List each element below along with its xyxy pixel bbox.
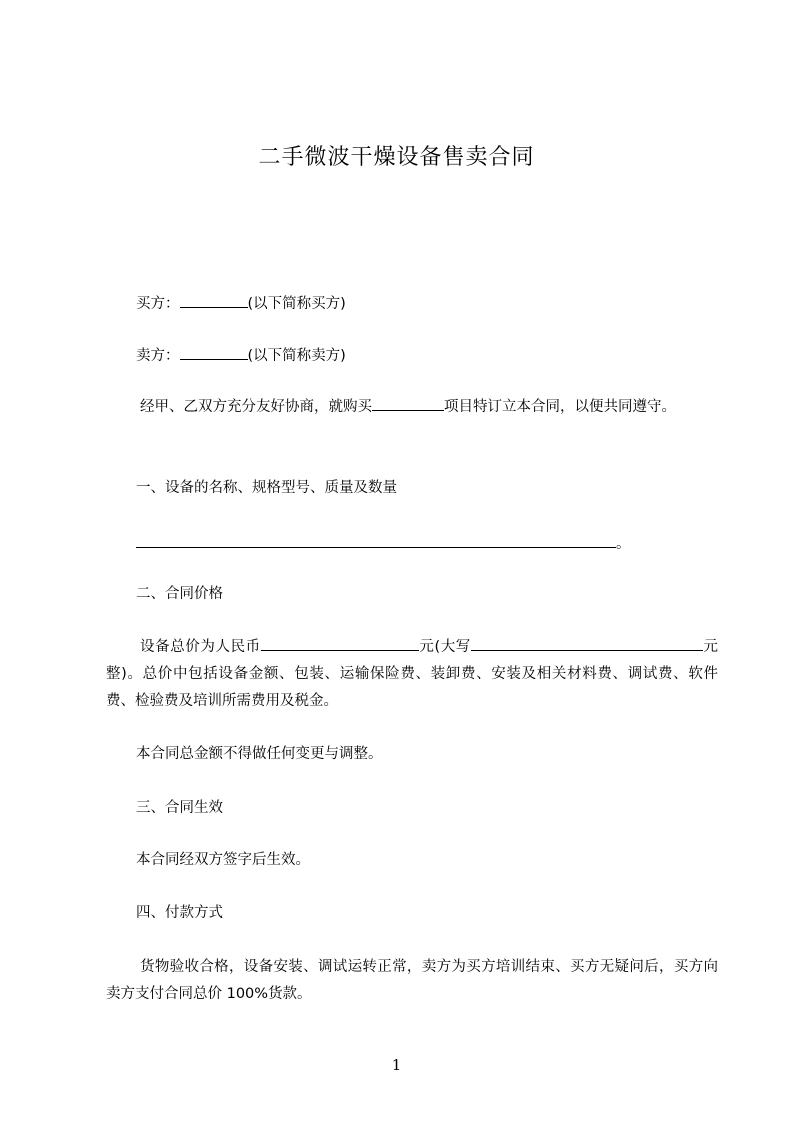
buyer-name-blank (180, 292, 248, 308)
section3-heading: 三、合同生效 (136, 800, 223, 816)
equipment-blank (136, 532, 616, 548)
seller-suffix: (以下简称卖方) (247, 348, 346, 364)
equipment-line-end: 。 (616, 536, 631, 552)
intro-text-before: 经甲、乙双方充分友好协商，就购买 (140, 399, 372, 415)
buyer-suffix: (以下简称买方) (247, 296, 346, 312)
price-text-mid: 元(大写 (418, 639, 471, 655)
buyer-label: 买方： (136, 296, 180, 312)
price-paragraph (106, 634, 718, 715)
seller-name-blank (180, 344, 248, 360)
document-title: 二手微波干燥设备售卖合同 (258, 145, 535, 170)
price-text-before: 设备总价为人民币 (140, 639, 261, 655)
price-note: 本合同总金额不得做任何变更与调整。 (136, 746, 383, 762)
price-amount-blank (261, 635, 419, 651)
section1-heading: 一、设备的名称、规格型号、质量及数量 (136, 480, 397, 496)
intro-text-after: 项目特订立本合同，以便共同遵守。 (444, 399, 676, 415)
price-uppercase-blank (471, 635, 689, 651)
seller-line (136, 344, 346, 366)
section3-text: 本合同经双方签字后生效。 (136, 852, 310, 868)
project-blank (372, 395, 444, 411)
page-number: 1 (391, 1056, 402, 1074)
buyer-line (136, 292, 346, 314)
section4-heading: 四、付款方式 (136, 905, 223, 921)
section2-heading: 二、合同价格 (136, 586, 223, 602)
seller-label: 卖方： (136, 348, 180, 364)
price-uppercase-blank-cont (689, 635, 703, 651)
price-text-after: 元整)。总价中包括设备金额、包装、运输保险费、装卸费、安装及相关材料费、调试费、软件费、检验费及培训所需费用及税金。 (106, 639, 719, 709)
section4-text: 货物验收合格，设备安装、调试运转正常，卖方为买方培训结束、买方无疑问后，买方向卖方支付合同总价 100%货款。 (106, 959, 718, 1002)
intro-paragraph (106, 394, 718, 421)
equipment-line (136, 532, 631, 554)
